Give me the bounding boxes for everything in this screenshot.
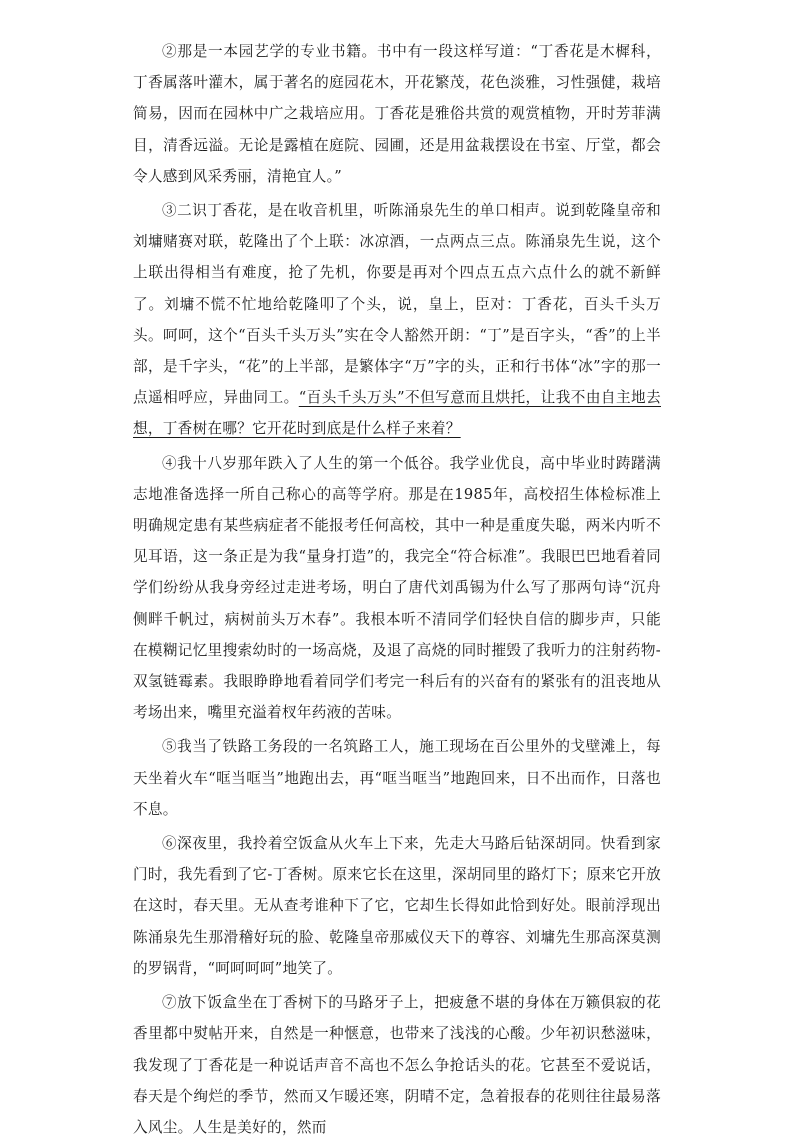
- paragraph-2: ②那是一本园艺学的专业书籍。书中有一段这样写道：“丁香花是木樨科，丁香属落叶灌木，属于著名的庭园花木，开花繁茂，花色淡雅，习性强健，栽培简易，因而在园林中广之栽培应用。丁香花是雅俗共赏的观赏植物，开时芳菲满目，清香远溢。无论是露植在庭院、园圃，还是用盆栽摆设在书室、厅堂，都会令人感到风采秀丽，清艳宜人。”: [133, 43, 661, 185]
- underlined-sentence: “百头千头万头”不但写意而且烘托，让我不由自主地去想，丁香树在哪？它开花时到底是什么样子来着？: [133, 389, 661, 438]
- paragraph-5: ⑤我当了铁路工务段的一名筑路工人，施工现场在百公里外的戈壁滩上，每天坐着火车“哐当哐当”地跑出去，再“哐当哐当”地跑回来，日不出而作，日落也不息。: [133, 738, 661, 818]
- paragraph-3-text: ③二识丁香花，是在收音机里，听陈涌泉先生的单口相声。说到乾隆皇帝和刘墉赌赛对联，乾隆出了个上联：冰凉酒，一点两点三点。陈涌泉先生说，这个上联出得相当有难度，抢了先机，你要是再对个四点五点六点什么的就不新鲜了。刘墉不慌不忙地给乾隆叩了个头，说，皇上，臣对：丁香花，百头千头万头。呵呵，这个“百头千头万头”实在令人豁然开朗：“丁”是百字头，“香”的上半部，是千字头，“花”的上半部，是繁体字“万”字的头，正和行书体“冰”字的那一点遥相呼应，异曲同工。: [133, 202, 661, 407]
- paragraph-7: ⑦放下饭盒坐在丁香树下的马路牙子上，把疲惫不堪的身体在万籁俱寂的花香里都中熨帖开来，自然是一种惬意，也带来了浅浅的心酸。少年初识愁滋味，我发现了丁香花是一种说话声音不高也不怎么争抢话头的花。它甚至不爱说话，春天是个绚烂的季节，然而又乍暖还寒，阴晴不定，急着报春的花则往往最易落入风尘。人生是美好的，然而: [133, 994, 661, 1136]
- paragraph-6: ⑥深夜里，我拎着空饭盒从火车上下来，先走大马路后钻深胡同。快看到家门时，我先看到了它-丁香树。原来它长在这里，深胡同里的路灯下；原来它开放在这时，春天里。无从查考谁种下了它，它却生长得如此恰到好处。眼前浮现出陈涌泉先生那滑稽好玩的脸、乾隆皇帝那威仪天下的尊容、刘墉先生那高深莫测的罗锅背，“呵呵呵呵”地笑了。: [133, 835, 661, 977]
- paragraph-3: [133, 195, 661, 445]
- article-body: [133, 36, 661, 1143]
- paragraph-4: ④我十八岁那年跌入了人生的第一个低谷。我学业优良，高中毕业时踌躇满志地准备选择一所自己称心的高等学府。那是在1985年，高校招生体检标准上明确规定患有某些病症者不能报考任何高校，其中一种是重度失聪，两米内听不见耳语，这一条正是为我“量身打造”的，我完全“符合标准”。我眼巴巴地看着同学们纷纷从我身旁经过走进考场，明白了唐代刘禹锡为什么写了那两句诗“沉舟侧畔千帆过，病树前头万木春”。我根本听不清同学们轻快自信的脚步声，只能在模糊记忆里搜索幼时的一场高烧，及退了高烧的同时摧毁了我听力的注射药物-双氢链霉素。我眼睁睁地看着同学们考完一科后有的兴奋有的紧张有的沮丧地从考场出来，嘴里充溢着杈年药液的苦味。: [133, 454, 661, 722]
